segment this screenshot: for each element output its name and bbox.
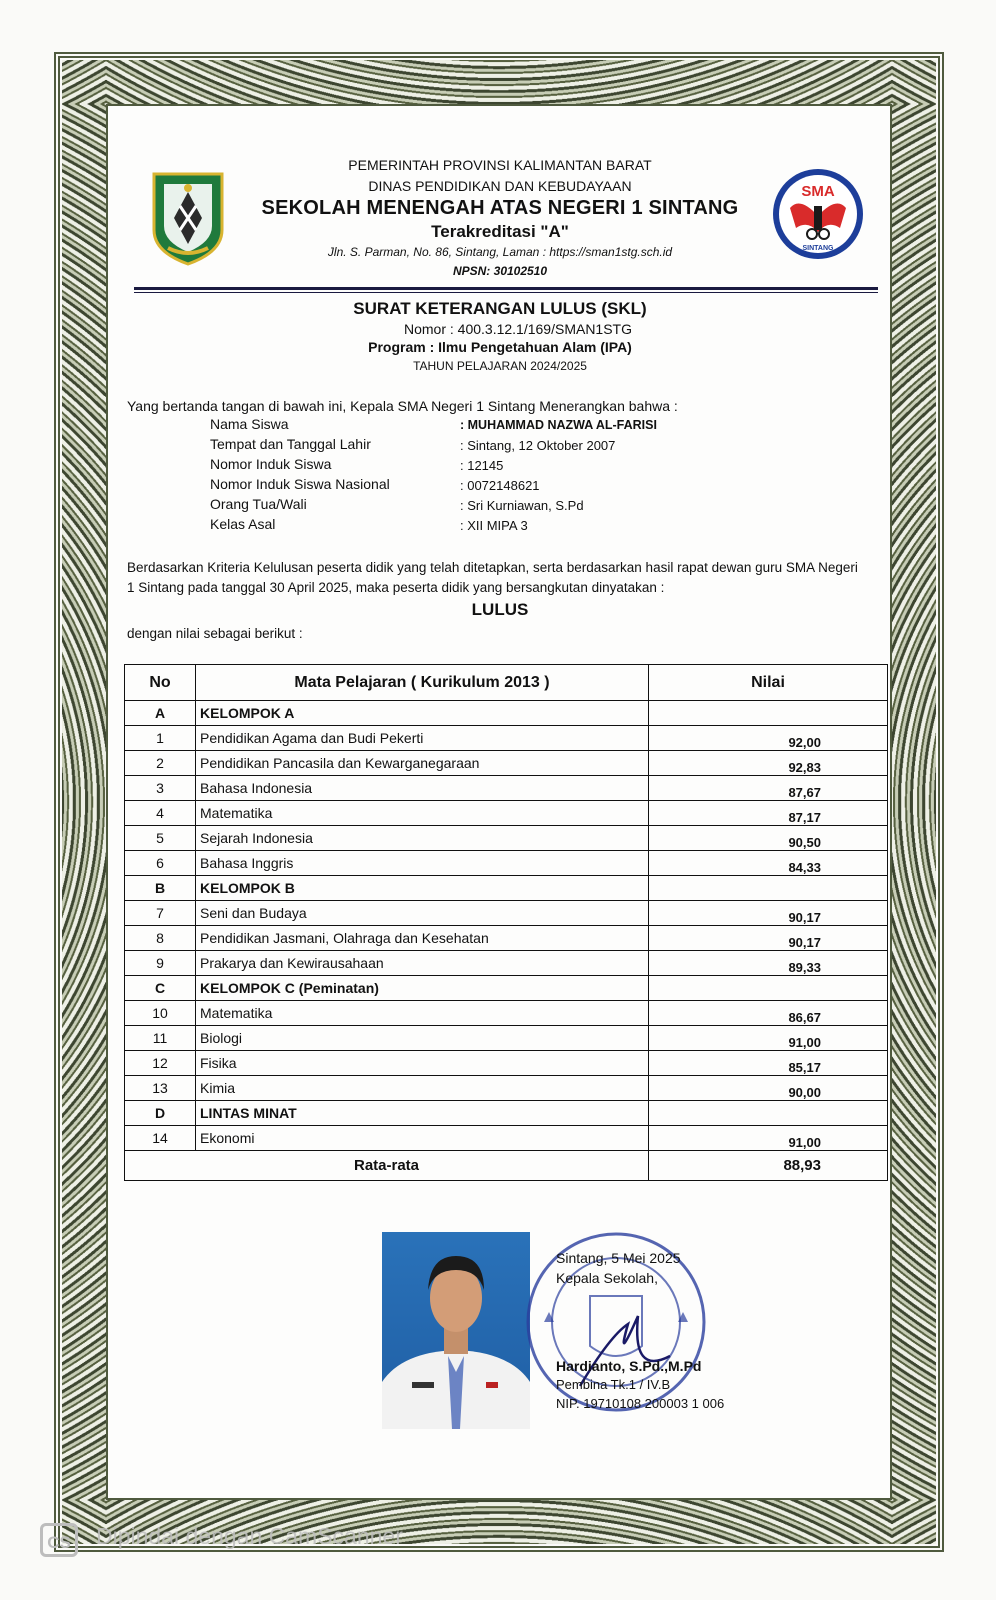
cell-no: 3	[125, 776, 196, 801]
sma-logo-subtext: SINTANG	[802, 245, 834, 252]
cell-subject: Ekonomi	[196, 1126, 649, 1151]
average-row	[125, 1151, 888, 1181]
cell-subject: Matematika	[196, 1001, 649, 1026]
table-row	[125, 951, 888, 976]
camscanner-icon: CS	[40, 1523, 78, 1557]
cell-no: 14	[125, 1126, 196, 1151]
table-group-row	[125, 1101, 888, 1126]
table-group-row	[125, 976, 888, 1001]
cell-value: 91,00	[649, 1026, 888, 1051]
header-rule-thick	[134, 287, 878, 290]
student-photo	[382, 1232, 530, 1429]
decision-paragraph: Berdasarkan Kriteria Kelulusan peserta didik yang telah ditetapkan, serta berdasarkan hasil rapat dewan guru SMA Negeri 1 Sintang pada tanggal 30 April 2025, maka peserta didik yang bersangkutan dinyatakan :	[127, 560, 858, 595]
table-row	[125, 726, 888, 751]
cell-no: 1	[125, 726, 196, 751]
cell-value: 90,50	[649, 826, 888, 851]
table-row	[125, 801, 888, 826]
table-row	[125, 901, 888, 926]
signature-nip: NIP. 19710108 200003 1 006	[556, 1396, 725, 1411]
cell-no: 12	[125, 1051, 196, 1076]
cell-subject: Fisika	[196, 1051, 649, 1076]
table-group-row	[125, 876, 888, 901]
student-label: Orang Tua/Wali	[210, 496, 307, 512]
table-row	[125, 926, 888, 951]
cell-value	[649, 876, 888, 901]
student-value: : 12145	[460, 458, 504, 473]
cell-value: 90,17	[649, 901, 888, 926]
table-header-row	[125, 665, 888, 701]
scanner-watermark: Dipindai dengan CamScanner	[96, 1523, 403, 1549]
table-group-row	[125, 701, 888, 726]
cell-no: 11	[125, 1026, 196, 1051]
cell-value	[649, 1101, 888, 1126]
cell-no: 7	[125, 901, 196, 926]
cell-subject: LINTAS MINAT	[196, 1101, 649, 1126]
table-row	[125, 751, 888, 776]
table-row	[125, 1076, 888, 1101]
cell-subject: Bahasa Inggris	[196, 851, 649, 876]
header-subject: Mata Pelajaran ( Kurikulum 2013 )	[196, 665, 649, 701]
cell-value: 89,33	[649, 951, 888, 976]
table-row	[125, 776, 888, 801]
cell-subject: Sejarah Indonesia	[196, 826, 649, 851]
cell-no: 4	[125, 801, 196, 826]
cell-no: 2	[125, 751, 196, 776]
cell-value: 87,67	[649, 776, 888, 801]
student-value: : Sri Kurniawan, S.Pd	[460, 498, 584, 513]
cell-subject: Matematika	[196, 801, 649, 826]
cell-subject: Kimia	[196, 1076, 649, 1101]
cell-value: 90,00	[649, 1076, 888, 1101]
student-label: Nama Siswa	[210, 416, 289, 432]
cell-subject: Prakarya dan Kewirausahaan	[196, 951, 649, 976]
table-row	[125, 1026, 888, 1051]
cell-subject: KELOMPOK A	[196, 701, 649, 726]
sma-logo-text: SMA	[801, 183, 835, 200]
cell-value: 86,67	[649, 1001, 888, 1026]
table-row	[125, 1051, 888, 1076]
student-label: Nomor Induk Siswa Nasional	[210, 476, 390, 492]
document-academic-year: TAHUN PELAJARAN 2024/2025	[413, 359, 587, 373]
document-program: Program : Ilmu Pengetahuan Alam (IPA)	[368, 339, 632, 355]
cell-value	[649, 701, 888, 726]
header-accreditation: Terakreditasi "A"	[431, 222, 569, 241]
cell-no: B	[125, 876, 196, 901]
provincial-emblem-logo	[150, 168, 226, 266]
signature-name: Hardianto, S.Pd.,M.Pd	[556, 1358, 702, 1374]
cell-value: 92,00	[649, 726, 888, 751]
signature-date: Sintang, 5 Mei 2025	[556, 1250, 681, 1266]
cell-value: 85,17	[649, 1051, 888, 1076]
student-value: : XII MIPA 3	[460, 518, 528, 533]
header-rule-thin	[134, 292, 878, 293]
cell-value: 90,17	[649, 926, 888, 951]
cell-subject: Pendidikan Pancasila dan Kewarganegaraan	[196, 751, 649, 776]
cell-subject: KELOMPOK C (Peminatan)	[196, 976, 649, 1001]
header-value: Nilai	[649, 665, 888, 701]
intro-text: Yang bertanda tangan di bawah ini, Kepala SMA Negeri 1 Sintang Menerangkan bahwa :	[127, 398, 678, 414]
cell-no: 9	[125, 951, 196, 976]
cell-subject: Pendidikan Jasmani, Olahraga dan Kesehatan	[196, 926, 649, 951]
grades-intro: dengan nilai sebagai berikut :	[127, 626, 303, 641]
cell-value: 91,00	[649, 1126, 888, 1151]
table-row	[125, 826, 888, 851]
student-value: : 0072148621	[460, 478, 540, 493]
cell-subject: Seni dan Budaya	[196, 901, 649, 926]
signature-rank: Pembina Tk.1 / IV.B	[556, 1377, 671, 1392]
sma-school-logo	[770, 166, 866, 262]
cell-subject: KELOMPOK B	[196, 876, 649, 901]
cell-no: 10	[125, 1001, 196, 1026]
cell-value: 92,83	[649, 751, 888, 776]
cell-no: 13	[125, 1076, 196, 1101]
grades-table-body	[125, 701, 888, 1151]
result-status: LULUS	[471, 600, 529, 619]
cell-no: 5	[125, 826, 196, 851]
cell-subject: Biologi	[196, 1026, 649, 1051]
cell-value: 84,33	[649, 851, 888, 876]
cell-subject: Pendidikan Agama dan Budi Pekerti	[196, 726, 649, 751]
student-value: : MUHAMMAD NAZWA AL-FARISI	[460, 418, 657, 432]
header-government: PEMERINTAH PROVINSI KALIMANTAN BARAT	[348, 157, 652, 173]
average-label: Rata-rata	[125, 1151, 649, 1181]
header-npsn: NPSN: 30102510	[452, 264, 548, 278]
header-address: Jln. S. Parman, No. 86, Sintang, Laman : https://sman1stg.sch.id	[327, 245, 673, 259]
grades-table	[124, 664, 888, 1181]
header-department: DINAS PENDIDIKAN DAN KEBUDAYAAN	[368, 178, 632, 194]
signature-role: Kepala Sekolah,	[556, 1270, 658, 1286]
cell-value	[649, 976, 888, 1001]
table-row	[125, 851, 888, 876]
student-label: Nomor Induk Siswa	[210, 456, 332, 472]
average-value: 88,93	[649, 1151, 888, 1181]
cell-value: 87,17	[649, 801, 888, 826]
cell-no: A	[125, 701, 196, 726]
cell-no: 6	[125, 851, 196, 876]
student-label: Kelas Asal	[210, 516, 276, 532]
table-row	[125, 1126, 888, 1151]
header-school-name: SEKOLAH MENENGAH ATAS NEGERI 1 SINTANG	[261, 197, 739, 219]
header-no: No	[125, 665, 196, 701]
cell-no: 8	[125, 926, 196, 951]
table-row	[125, 1001, 888, 1026]
cell-no: C	[125, 976, 196, 1001]
cell-subject: Bahasa Indonesia	[196, 776, 649, 801]
cell-no: D	[125, 1101, 196, 1126]
document-title: SURAT KETERANGAN LULUS (SKL)	[353, 299, 647, 318]
document-number: Nomor : 400.3.12.1/169/SMAN1STG	[404, 321, 632, 337]
student-label: Tempat dan Tanggal Lahir	[210, 436, 371, 452]
student-value: : Sintang, 12 Oktober 2007	[460, 438, 616, 453]
